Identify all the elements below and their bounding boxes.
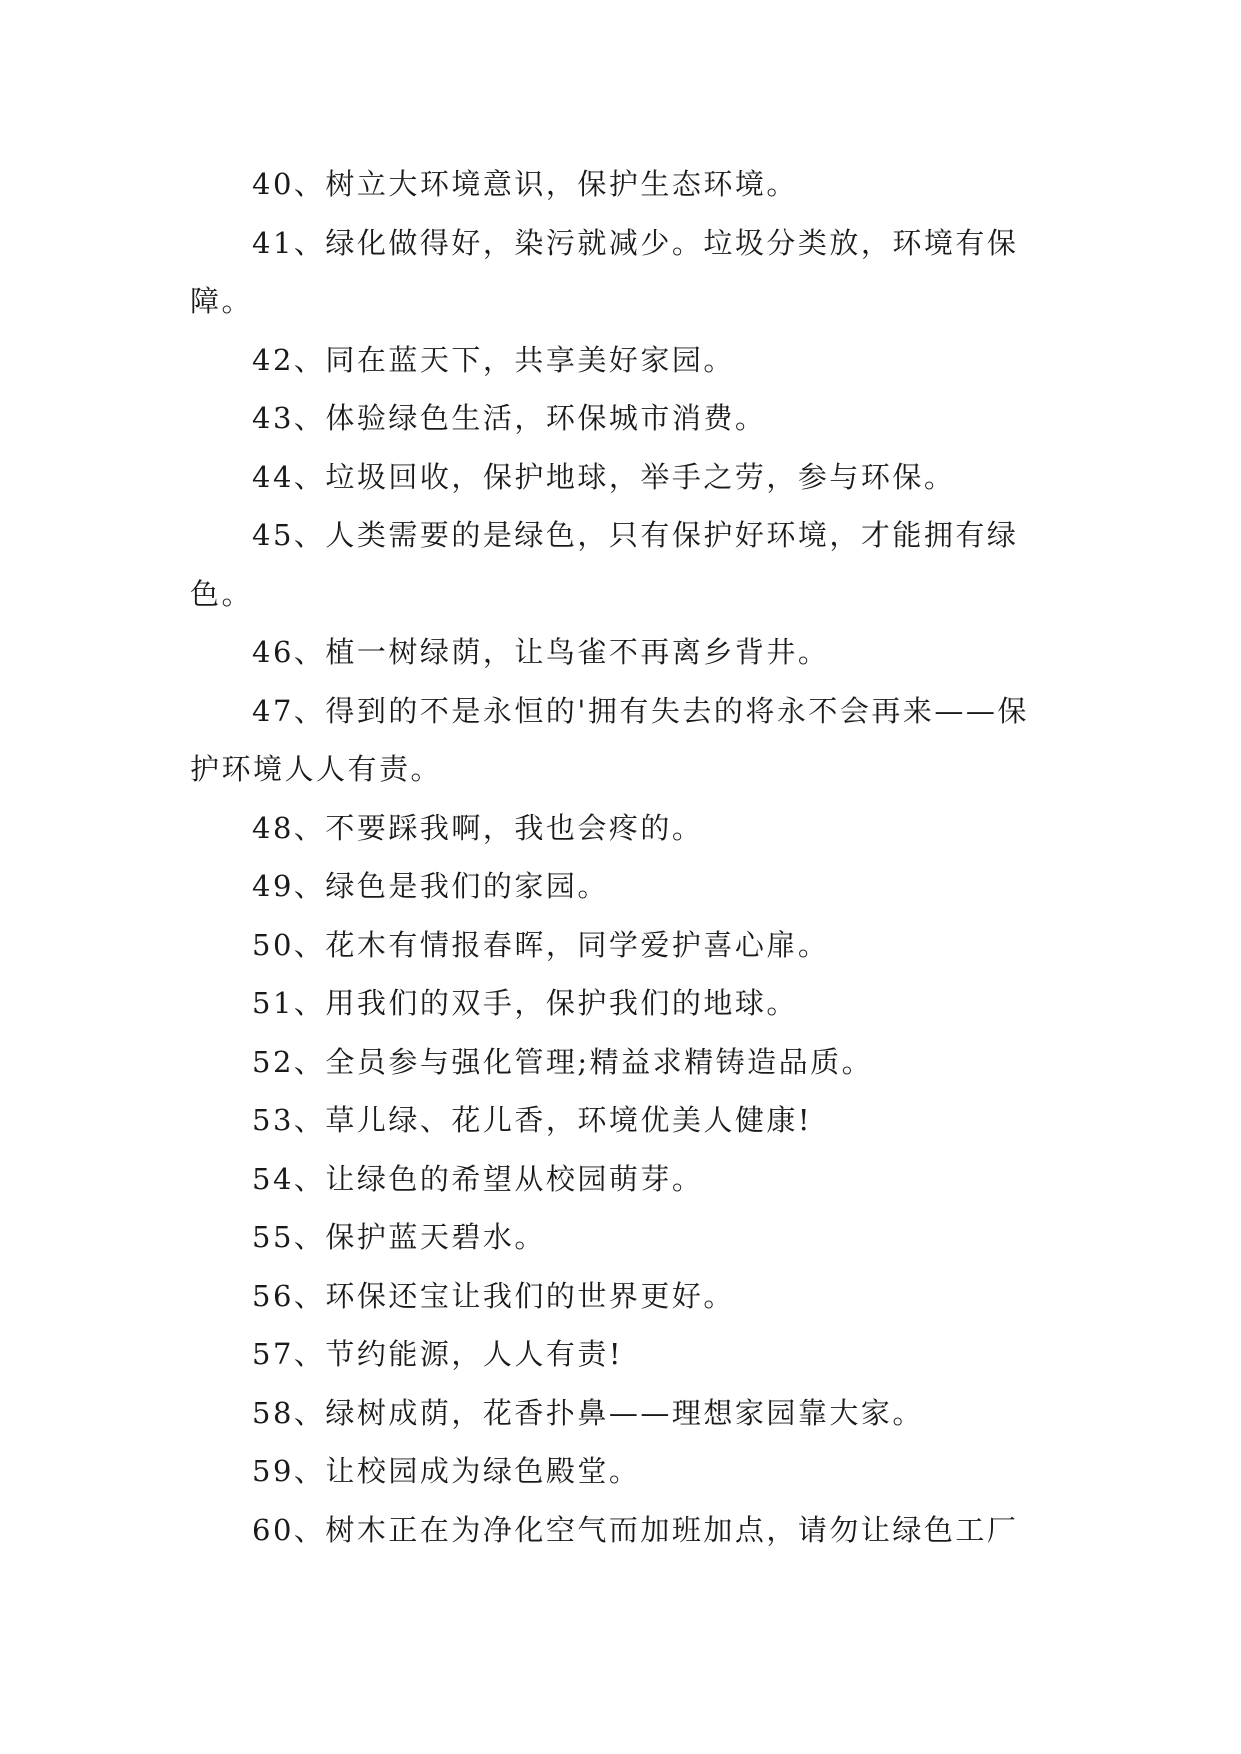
slogan-item-45: 45、人类需要的是绿色，只有保护好环境，才能拥有绿色。: [190, 518, 1019, 611]
slogan-item-50: 50、花木有情报春晖，同学爱护喜心扉。: [252, 927, 830, 962]
slogan-item-52: 52、全员参与强化管理;精益求精铸造品质。: [252, 1044, 874, 1079]
slogan-item-51: 51、用我们的双手，保护我们的地球。: [252, 986, 798, 1020]
slogan-item-59: 59、让校园成为绿色殿堂。: [252, 1454, 641, 1488]
slogan-item-54: 54、让绿色的希望从校园萌芽。: [252, 1161, 704, 1196]
slogan-item-56: 56、环保还宝让我们的世界更好。: [252, 1278, 735, 1313]
slogan-item-47: 47、得到的不是永恒的'拥有失去的将永不会再来——保护环境人人有责。: [190, 693, 1029, 786]
slogan-item-41: 41、绿化做得好，染污就减少。垃圾分类放，环境有保障。: [190, 225, 1019, 318]
slogan-item-46: 46、植一树绿荫，让鸟雀不再离乡背井。: [252, 635, 830, 669]
slogan-item-53: 53、草儿绿、花儿香，环境优美人健康!: [252, 1103, 813, 1137]
slogan-item-55: 55、保护蓝天碧水。: [252, 1220, 546, 1254]
slogan-list: [190, 155, 1055, 1559]
slogan-item-60: 60、树木正在为净化空气而加班加点，请勿让绿色工厂: [252, 1512, 1019, 1547]
slogan-item-49: 49、绿色是我们的家园。: [252, 869, 609, 903]
slogan-item-40: 40、树立大环境意识，保护生态环境。: [252, 167, 798, 201]
slogan-item-48: 48、不要踩我啊，我也会疼的。: [252, 810, 704, 845]
slogan-item-44: 44、垃圾回收，保护地球，举手之劳，参与环保。: [252, 459, 956, 494]
slogan-item-43: 43、体验绿色生活，环保城市消费。: [252, 401, 767, 435]
slogan-item-57: 57、节约能源，人人有责!: [252, 1337, 624, 1371]
slogan-item-42: 42、同在蓝天下，共享美好家园。: [252, 342, 735, 377]
slogan-item-58: 58、绿树成荫，花香扑鼻——理想家园靠大家。: [252, 1395, 924, 1430]
